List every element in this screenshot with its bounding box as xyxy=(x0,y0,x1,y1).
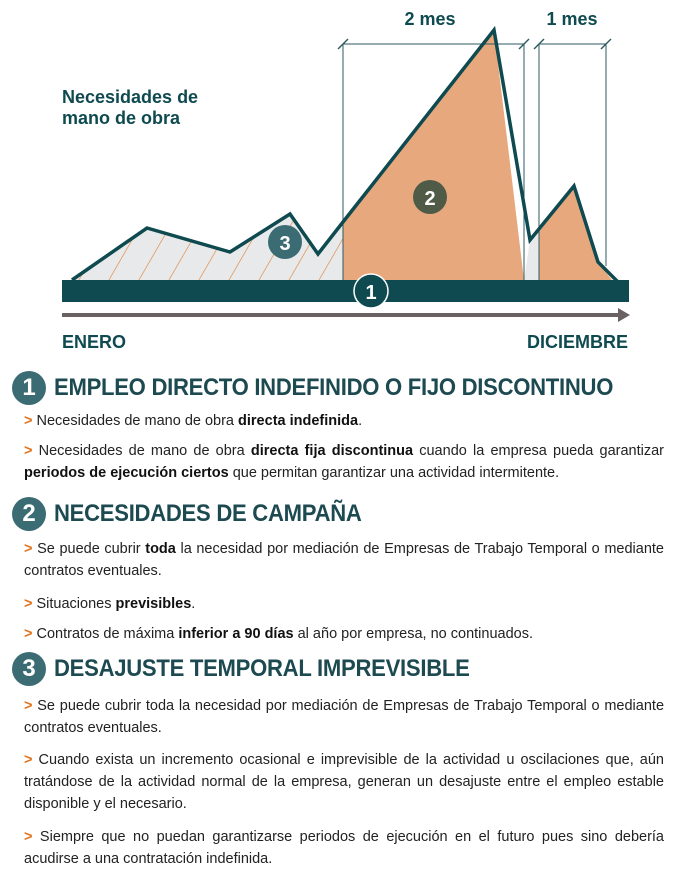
emphasis-text: directa indefinida xyxy=(238,413,359,429)
body-text: al año por empresa, no continuados. xyxy=(293,626,533,642)
bullet-chevron-icon: > xyxy=(24,541,33,557)
bullet-chevron-icon: > xyxy=(24,829,33,845)
body-text: Se puede cubrir xyxy=(37,541,146,557)
marker-3-label: 3 xyxy=(279,233,291,255)
section-2-item-1 xyxy=(24,538,664,582)
body-text: . xyxy=(191,596,196,612)
section-1-number: 1 xyxy=(12,371,46,405)
body-text: Cuando exista un incremento ocasional e imprevisible de la actividad u oscilaciones que, aún tratándose de la actividad normal de la empresa, generan un desajuste entre el empleo estable disponible y el necesario. xyxy=(24,752,664,812)
body-text: que permitan garantizar una actividad intermitente. xyxy=(228,465,560,481)
span-1-label: 1 mes xyxy=(546,9,598,29)
emphasis-text: directa fija discontinua xyxy=(250,443,414,459)
body-text: la necesidad por mediación de Empresas de Trabajo Temporal o mediante contratos eventuales. xyxy=(24,541,665,579)
section-3-number: 3 xyxy=(12,652,46,686)
section-2-number: 2 xyxy=(12,497,46,531)
emphasis-text: periodos de ejecución ciertos xyxy=(24,465,229,481)
marker-2-label: 2 xyxy=(424,188,436,210)
body-text: . xyxy=(358,413,363,429)
section-1-item-1 xyxy=(24,410,664,432)
base-employment-bar xyxy=(62,280,629,302)
span-2-label: 2 mes xyxy=(404,9,456,29)
marker-1-label: 1 xyxy=(365,282,377,304)
section-2-header xyxy=(12,496,388,532)
emphasis-text: previsibles xyxy=(115,596,192,612)
body-text: Siempre que no puedan garantizarse periodos de ejecución en el futuro pues sino debería acudirse a una contratación indefinida. xyxy=(24,829,664,867)
body-text: Situaciones xyxy=(36,596,116,612)
section-3-item-1 xyxy=(24,695,664,739)
bullet-chevron-icon: > xyxy=(24,698,33,714)
start-month-label: ENERO xyxy=(62,332,127,352)
diagram-title-line1: Necesidades de xyxy=(62,87,199,107)
section-1-header xyxy=(12,370,662,406)
bullet-chevron-icon: > xyxy=(24,413,33,429)
section-1-title: EMPLEO DIRECTO INDEFINIDO O FIJO DISCONTINUO xyxy=(54,374,614,401)
bullet-chevron-icon: > xyxy=(24,752,33,768)
bullet-chevron-icon: > xyxy=(24,626,33,642)
section-3-header xyxy=(12,651,506,687)
section-2-item-3 xyxy=(24,623,664,645)
body-text: cuando la empresa pueda garantizar xyxy=(413,443,664,459)
section-1-item-2 xyxy=(24,440,664,484)
section-3-title: DESAJUSTE TEMPORAL IMPREVISIBLE xyxy=(54,655,470,682)
diagram-title-line2: mano de obra xyxy=(62,108,181,128)
section-2-title: NECESIDADES DE CAMPAÑA xyxy=(54,500,362,527)
section-3-item-2 xyxy=(24,749,664,815)
section-2-item-2 xyxy=(24,593,664,615)
bullet-chevron-icon: > xyxy=(24,443,33,459)
emphasis-text: toda xyxy=(145,541,176,557)
end-month-label: DICIEMBRE xyxy=(526,332,628,352)
section-3-item-3 xyxy=(24,826,664,870)
area-campana-main xyxy=(343,30,524,280)
emphasis-text: inferior a 90 días xyxy=(178,626,294,642)
arrow-head-icon xyxy=(618,308,630,322)
body-text: Contratos de máxima xyxy=(36,626,179,642)
workforce-diagram xyxy=(0,0,676,368)
body-text: Necesidades de mano de obra xyxy=(36,413,239,429)
body-text: Necesidades de mano de obra xyxy=(38,443,251,459)
bullet-chevron-icon: > xyxy=(24,596,33,612)
body-text: Se puede cubrir toda la necesidad por mediación de Empresas de Trabajo Temporal o mediante contratos eventuales. xyxy=(24,698,665,736)
